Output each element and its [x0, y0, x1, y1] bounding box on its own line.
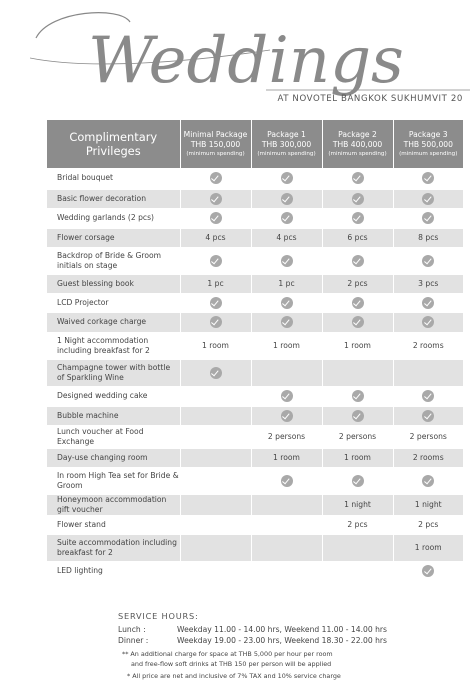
- included-cell: [251, 386, 322, 406]
- privilege-label: LED lighting: [47, 561, 180, 580]
- privilege-label: LCD Projector: [47, 293, 180, 312]
- dinner-hours: Weekday 19.00 - 23.00 hrs, Weekend 18.30 - 22.00 hrs: [177, 636, 387, 645]
- value-cell: 8 pcs: [393, 228, 463, 247]
- privilege-label: Flower stand: [47, 515, 180, 534]
- checkmark-icon: [210, 212, 222, 224]
- value-cell: 2 pcs: [393, 515, 463, 534]
- included-cell: [251, 312, 322, 332]
- checkmark-icon: [352, 475, 364, 487]
- included-cell: [251, 247, 322, 274]
- included-cell: [322, 189, 393, 208]
- table-row: [47, 467, 463, 494]
- checkmark-icon: [352, 193, 364, 205]
- note-additional-charge: ** An additional charge for space at THB 5,000 per hour per room: [122, 650, 333, 658]
- note-tax: * All price are net and inclusive of 7% TAX and 10% service charge: [127, 672, 341, 680]
- value-cell: 1 night: [393, 494, 463, 515]
- included-cell: [322, 386, 393, 406]
- checkmark-icon: [352, 212, 364, 224]
- value-cell: 1 room: [322, 332, 393, 359]
- included-cell: [322, 467, 393, 494]
- included-cell: [393, 247, 463, 274]
- value-cell: [180, 448, 251, 467]
- value-cell: 2 persons: [393, 425, 463, 448]
- privilege-label: In room High Tea set for Bride & Groom: [47, 467, 180, 494]
- table-row: [47, 386, 463, 406]
- privilege-label: Flower corsage: [47, 228, 180, 247]
- checkmark-icon: [422, 316, 434, 328]
- value-cell: [251, 515, 322, 534]
- service-hours: [118, 611, 468, 646]
- title-text: Weddings: [88, 24, 404, 98]
- included-cell: [393, 561, 463, 580]
- value-cell: [180, 515, 251, 534]
- included-cell: [251, 189, 322, 208]
- package-header: Package 1 THB 300,000 (minimum spending): [251, 120, 322, 168]
- value-cell: [393, 359, 463, 386]
- privilege-label: Waived corkage charge: [47, 312, 180, 332]
- value-cell: 4 pcs: [251, 228, 322, 247]
- included-cell: [322, 312, 393, 332]
- table-row: [47, 247, 463, 274]
- checkmark-icon: [422, 475, 434, 487]
- checkmark-icon: [210, 297, 222, 309]
- table-row: [47, 359, 463, 386]
- included-cell: [180, 293, 251, 312]
- included-cell: [393, 189, 463, 208]
- included-cell: [322, 293, 393, 312]
- privilege-label: Backdrop of Bride & Groom initials on stage: [47, 247, 180, 274]
- privilege-label: 1 Night accommodation including breakfast for 2: [47, 332, 180, 359]
- checkmark-icon: [422, 565, 434, 577]
- checkmark-icon: [352, 255, 364, 267]
- privilege-label: Guest blessing book: [47, 274, 180, 293]
- value-cell: 1 night: [322, 494, 393, 515]
- value-cell: 2 rooms: [393, 332, 463, 359]
- included-cell: [251, 406, 322, 425]
- included-cell: [393, 312, 463, 332]
- checkmark-icon: [422, 297, 434, 309]
- value-cell: 2 pcs: [322, 515, 393, 534]
- value-cell: [180, 386, 251, 406]
- privilege-label: Champagne tower with bottle of Sparkling Wine: [47, 359, 180, 386]
- table-row: [47, 494, 463, 515]
- included-cell: [251, 208, 322, 228]
- checkmark-icon: [352, 172, 364, 184]
- included-cell: [180, 189, 251, 208]
- table-row: [47, 293, 463, 312]
- included-cell: [322, 406, 393, 425]
- included-cell: [180, 168, 251, 189]
- checkmark-icon: [352, 297, 364, 309]
- value-cell: 6 pcs: [322, 228, 393, 247]
- included-cell: [393, 293, 463, 312]
- checkmark-icon: [422, 410, 434, 422]
- checkmark-icon: [210, 316, 222, 328]
- included-cell: [393, 208, 463, 228]
- privileges-header: Complimentary Privileges: [47, 120, 180, 168]
- value-cell: [180, 406, 251, 425]
- value-cell: 4 pcs: [180, 228, 251, 247]
- checkmark-icon: [210, 255, 222, 267]
- privilege-label: Designed wedding cake: [47, 386, 180, 406]
- checkmark-icon: [352, 390, 364, 402]
- included-cell: [393, 467, 463, 494]
- package-header: Package 2 THB 400,000 (minimum spending): [322, 120, 393, 168]
- included-cell: [251, 168, 322, 189]
- included-cell: [393, 168, 463, 189]
- included-cell: [180, 312, 251, 332]
- value-cell: [322, 534, 393, 561]
- note-soft-drinks: and free-flow soft drinks at THB 150 per person will be applied: [131, 660, 332, 668]
- privilege-label: Suite accommodation including breakfast for 2: [47, 534, 180, 561]
- checkmark-icon: [281, 297, 293, 309]
- included-cell: [180, 359, 251, 386]
- checkmark-icon: [210, 193, 222, 205]
- checkmark-icon: [281, 255, 293, 267]
- table-row: [47, 312, 463, 332]
- service-hours-heading: SERVICE HOURS:: [118, 611, 199, 621]
- value-cell: 1 room: [251, 332, 322, 359]
- included-cell: [322, 247, 393, 274]
- checkmark-icon: [281, 172, 293, 184]
- table-row: [47, 448, 463, 467]
- checkmark-icon: [210, 172, 222, 184]
- checkmark-icon: [281, 193, 293, 205]
- included-cell: [393, 386, 463, 406]
- package-header: Minimal Package THB 150,000 (minimum spending): [180, 120, 251, 168]
- included-cell: [251, 293, 322, 312]
- package-header: Package 3 THB 500,000 (minimum spending): [393, 120, 463, 168]
- privilege-label: Wedding garlands (2 pcs): [47, 208, 180, 228]
- checkmark-icon: [210, 367, 222, 379]
- table-row: [47, 228, 463, 247]
- privilege-label: Bridal bouquet: [47, 168, 180, 189]
- value-cell: 1 room: [251, 448, 322, 467]
- value-cell: [251, 534, 322, 561]
- value-cell: 1 room: [322, 448, 393, 467]
- table-row: [47, 425, 463, 448]
- value-cell: 1 room: [180, 332, 251, 359]
- value-cell: [180, 425, 251, 448]
- value-cell: [180, 494, 251, 515]
- value-cell: 2 rooms: [393, 448, 463, 467]
- checkmark-icon: [422, 172, 434, 184]
- checkmark-icon: [422, 255, 434, 267]
- checkmark-icon: [281, 410, 293, 422]
- privilege-label: Honeymoon accommodation gift voucher: [47, 494, 180, 515]
- table-row: [47, 274, 463, 293]
- checkmark-icon: [281, 316, 293, 328]
- value-cell: 3 pcs: [393, 274, 463, 293]
- value-cell: 1 room: [393, 534, 463, 561]
- value-cell: [180, 467, 251, 494]
- privilege-label: Basic flower decoration: [47, 189, 180, 208]
- value-cell: [251, 494, 322, 515]
- included-cell: [180, 208, 251, 228]
- checkmark-icon: [422, 193, 434, 205]
- included-cell: [322, 208, 393, 228]
- value-cell: 1 pc: [180, 274, 251, 293]
- table-row: [47, 168, 463, 189]
- table-row: [47, 406, 463, 425]
- table-row: [47, 332, 463, 359]
- checkmark-icon: [352, 410, 364, 422]
- privilege-label: Bubble machine: [47, 406, 180, 425]
- checkmark-icon: [422, 212, 434, 224]
- checkmark-icon: [422, 390, 434, 402]
- value-cell: 2 pcs: [322, 274, 393, 293]
- checkmark-icon: [281, 390, 293, 402]
- table-row: [47, 189, 463, 208]
- subtitle: AT NOVOTEL BANGKOK SUKHUMVIT 20: [277, 94, 463, 104]
- privilege-label: Day-use changing room: [47, 448, 180, 467]
- included-cell: [251, 467, 322, 494]
- included-cell: [180, 247, 251, 274]
- value-cell: [180, 534, 251, 561]
- value-cell: 2 persons: [251, 425, 322, 448]
- value-cell: [251, 561, 322, 580]
- lunch-label: Lunch :: [118, 625, 146, 634]
- table-row: [47, 515, 463, 534]
- table-row: [47, 534, 463, 561]
- value-cell: 1 pc: [251, 274, 322, 293]
- included-cell: [322, 168, 393, 189]
- table-row: [47, 561, 463, 580]
- privileges-table: [47, 120, 463, 581]
- table-header-row: [47, 120, 463, 168]
- value-cell: [322, 561, 393, 580]
- privilege-label: Lunch voucher at Food Exchange: [47, 425, 180, 448]
- included-cell: [393, 406, 463, 425]
- dinner-label: Dinner :: [118, 636, 149, 645]
- value-cell: 2 persons: [322, 425, 393, 448]
- table-row: [47, 208, 463, 228]
- checkmark-icon: [352, 316, 364, 328]
- value-cell: [251, 359, 322, 386]
- checkmark-icon: [281, 212, 293, 224]
- lunch-hours: Weekday 11.00 - 14.00 hrs, Weekend 11.00 - 14.00 hrs: [177, 625, 387, 634]
- checkmark-icon: [281, 475, 293, 487]
- value-cell: [180, 561, 251, 580]
- value-cell: [322, 359, 393, 386]
